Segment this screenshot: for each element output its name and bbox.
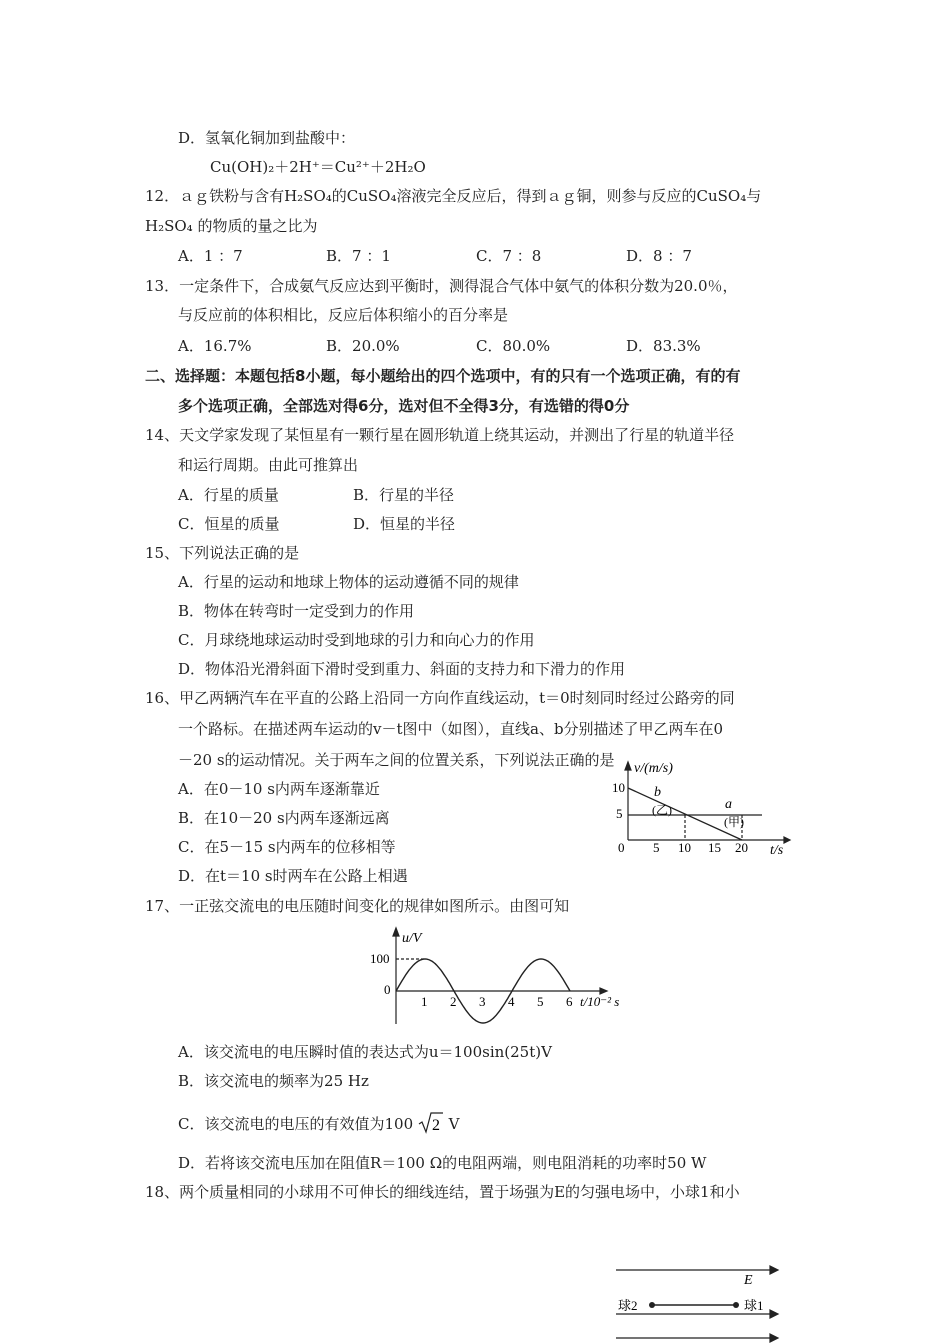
ut-xlabel: t/10⁻² s [580, 994, 620, 1009]
ut-xtick-5: 5 [537, 994, 544, 1009]
vt-label-b-tag: (乙) [652, 803, 672, 817]
q16-option-a: A．在0－10 s内两车逐渐靠近 [178, 780, 380, 798]
q15-option-a: A．行星的运动和地球上物体的运动遵循不同的规律 [178, 573, 519, 591]
q14-option-c: C．恒星的质量 [178, 515, 280, 533]
field-diagram [612, 1262, 784, 1344]
q15-stem: 15、下列说法正确的是 [145, 544, 300, 562]
vt-label-a: a [725, 797, 732, 812]
ut-xtick-3: 3 [479, 994, 486, 1009]
q12-option-b: B．7 ：1 [326, 247, 391, 265]
q16-stem-cont: 一个路标。在描述两车运动的v－t图中（如图），直线a、b分别描述了甲乙两车在0 [178, 720, 724, 738]
ut-y-arrow [393, 928, 399, 936]
ut-xtick-2: 2 [450, 994, 457, 1009]
vt-xtick-5: 5 [653, 840, 660, 855]
q13-stem-cont: 与反应前的体积相比，反应后体积缩小的百分率是 [178, 306, 509, 324]
q12-option-a: A．1 ：7 [178, 247, 243, 265]
q17-option-c [178, 1112, 460, 1134]
q13-stem: 13．一定条件下，合成氨气反应达到平衡时，测得混合气体中氨气的体积分数为20.0％， [145, 277, 738, 295]
q11-option-d: D．氢氧化铜加到盐酸中： [178, 129, 356, 147]
q12-stem: 12．ａｇ铁粉与含有H₂SO₄的CuSO₄溶液完全反应后，得到ａｇ铜，则参与反应的CuSO₄与 [145, 187, 762, 205]
q16-option-d: D．在t＝10 s时两车在公路上相遇 [178, 867, 408, 885]
q17-stem: 17、一正弦交流电的电压随时间变化的规律如图所示。由图可知 [145, 897, 570, 915]
ut-ytick-0: 0 [384, 982, 391, 997]
q13-option-a: A．16.7% [178, 337, 252, 355]
ball-2-label: 球2 [618, 1298, 638, 1313]
vt-xtick-20: 20 [735, 840, 748, 855]
ut-ytick-100: 100 [370, 951, 390, 966]
field-label-e: E [744, 1273, 753, 1288]
q15-option-c: C．月球绕地球运动时受到地球的引力和向心力的作用 [178, 631, 535, 649]
q12-option-d: D．8 ：7 [626, 247, 692, 265]
q12-option-c: C．7 ：8 [476, 247, 542, 265]
vt-ytick-10: 10 [612, 780, 625, 795]
q17-option-c-text: C．该交流电的电压的有效值为100 [178, 1115, 414, 1133]
q12-stem-cont: H₂SO₄ 的物质的量之比为 [145, 217, 318, 235]
ut-chart [362, 924, 644, 1028]
q17-option-d: D．若将该交流电压加在阻值R＝100 Ω的电阻两端，则电阻消耗的功率时50 W [178, 1154, 707, 1172]
vt-chart [612, 758, 792, 862]
svg-text:2: 2 [431, 1117, 440, 1134]
vt-ytick-0: 0 [618, 840, 625, 855]
q14-option-b: B．行星的半径 [353, 486, 455, 504]
q15-option-b: B．物体在转弯时一定受到力的作用 [178, 602, 415, 620]
ut-xtick-1: 1 [421, 994, 428, 1009]
section-2-heading-cont: 多个选项正确，全部选对得6分，选对但不全得3分，有选错的得0分 [178, 397, 630, 415]
ball-1-dot [733, 1302, 739, 1308]
q14-option-d: D．恒星的半径 [353, 515, 456, 533]
q14-option-a: A．行星的质量 [178, 486, 279, 504]
ut-xtick-4: 4 [508, 994, 515, 1009]
q14-stem-cont: 和运行周期。由此可推算出 [178, 456, 359, 474]
q18-stem: 18、两个质量相同的小球用不可伸长的细线连结，置于场强为E的匀强电场中，小球1和小 [145, 1183, 740, 1201]
vt-ytick-5: 5 [616, 806, 623, 821]
q17-option-a: A．该交流电的电压瞬时值的表达式为u＝100sin(25t)V [178, 1043, 552, 1061]
ball-1-label: 球1 [744, 1298, 764, 1313]
section-2-heading: 二、选择题：本题包括8小题，每小题给出的四个选项中，有的只有一个选项正确，有的有 [145, 367, 741, 385]
ut-ylabel: u/V [402, 931, 422, 946]
q13-option-b: B．20.0% [326, 337, 400, 355]
q17-option-c-unit: V [448, 1115, 460, 1133]
vt-label-b: b [654, 785, 661, 800]
q15-option-d: D．物体沿光滑斜面下滑时受到重力、斜面的支持力和下滑力的作用 [178, 660, 626, 678]
q14-stem: 14、天文学家发现了某恒星有一颗行星在圆形轨道上绕其运动，并测出了行星的轨道半径 [145, 426, 735, 444]
ball-2-dot [649, 1302, 655, 1308]
q16-stem-cont-2: －20 s的运动情况。关于两车之间的位置关系，下列说法正确的是 [178, 751, 615, 769]
vt-xtick-15: 15 [708, 840, 721, 855]
q16-stem: 16、甲乙两辆汽车在平直的公路上沿同一方向作直线运动，t＝0时刻同时经过公路旁的同 [145, 689, 735, 707]
q16-option-c: C．在5－15 s内两车的位移相等 [178, 838, 396, 856]
q11-equation: Cu(OH)₂＋2H⁺＝Cu²⁺＋2H₂O [210, 158, 426, 176]
vt-ylabel: v/(m/s) [634, 761, 673, 776]
sqrt2-symbol [418, 1112, 444, 1134]
q17-option-b: B．该交流电的频率为25 Hz [178, 1072, 369, 1090]
vt-xlabel: t/s [770, 843, 784, 858]
vt-y-arrow [625, 762, 631, 770]
ut-xtick-6: 6 [566, 994, 573, 1009]
vt-xtick-10: 10 [678, 840, 691, 855]
vt-label-a-tag: (甲) [724, 815, 744, 829]
vt-x-arrow [784, 837, 790, 843]
q13-option-c: C．80.0% [476, 337, 551, 355]
q13-option-d: D．83.3% [626, 337, 701, 355]
q16-option-b: B．在10－20 s内两车逐渐远离 [178, 809, 390, 827]
